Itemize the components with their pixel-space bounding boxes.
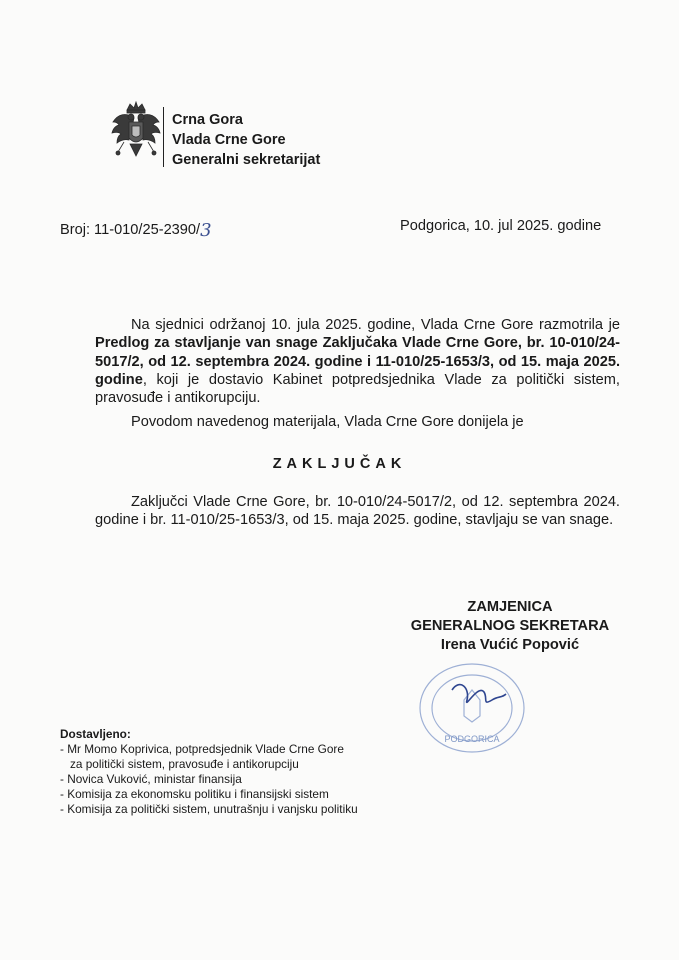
- povodom-line: Povodom navedenog materijala, Vlada Crne Gore donijela je: [131, 414, 524, 430]
- place-date: Podgorica, 10. jul 2025. godine: [400, 218, 602, 234]
- stamp-city-text: PODGORICA: [444, 734, 500, 744]
- signer-role-1: ZAMJENICA: [467, 599, 553, 615]
- distribution-item: - Komisija za politički sistem, unutrašnju i vanjsku politiku: [60, 802, 358, 816]
- signature-block: [380, 598, 640, 655]
- distribution-item: - Komisija za ekonomsku politiku i finansijski sistem: [60, 787, 329, 801]
- distribution-item: - Novica Vuković, ministar finansija: [60, 772, 242, 786]
- intro-text-bold: Predlog za stavljanje van snage Zaključaka Vlade Crne Gore, br. 10-010/24-5017/2, od 12. septembra 2024. godine i 11-010/25-1653/3, od 15. maja 2025. godine: [95, 335, 620, 388]
- issuer-country: Crna Gora: [172, 112, 243, 128]
- handwritten-suffix: 3: [200, 220, 212, 241]
- distribution-item: za politički sistem, pravosuđe i antikorupciju: [70, 757, 299, 771]
- reference-number-text: Broj: 11-010/25-2390/: [60, 222, 201, 238]
- conclusion-paragraph: [95, 493, 620, 530]
- distribution-list: [60, 727, 358, 817]
- reference-number: [60, 218, 212, 239]
- issuer-government: Vlada Crne Gore: [172, 132, 286, 148]
- distribution-heading: Dostavljeno:: [60, 727, 131, 741]
- coat-of-arms-icon: [110, 100, 162, 172]
- document-title: ZAKLJUČAK: [272, 456, 407, 472]
- intro-paragraph: [95, 316, 620, 407]
- intro-text-2: , koji je dostavio Kabinet potpredsjednika Vlade za politički sistem, pravosuđe i antikorupciju.: [95, 371, 620, 407]
- issuer-secretariat: Generalni sekretarijat: [172, 152, 321, 168]
- distribution-item: - Mr Momo Koprivica, potpredsjednik Vlade Crne Gore: [60, 742, 344, 756]
- intro-text-1: Na sjednici održanoj 10. jula 2025. godine, Vlada Crne Gore razmotrila je: [131, 317, 620, 333]
- conclusion-text: Zaključci Vlade Crne Gore, br. 10-010/24-5017/2, od 12. septembra 2024. godine i br. 11-010/25-1653/3, od 15. maja 2025. godine, stavljaju se van snage.: [95, 494, 620, 529]
- signer-role-2: GENERALNOG SEKRETARA: [410, 618, 610, 634]
- issuer-block: [172, 110, 320, 170]
- official-stamp-icon: [412, 660, 532, 760]
- signer-name: Irena Vućić Popović: [440, 637, 580, 653]
- header-divider: [163, 107, 164, 167]
